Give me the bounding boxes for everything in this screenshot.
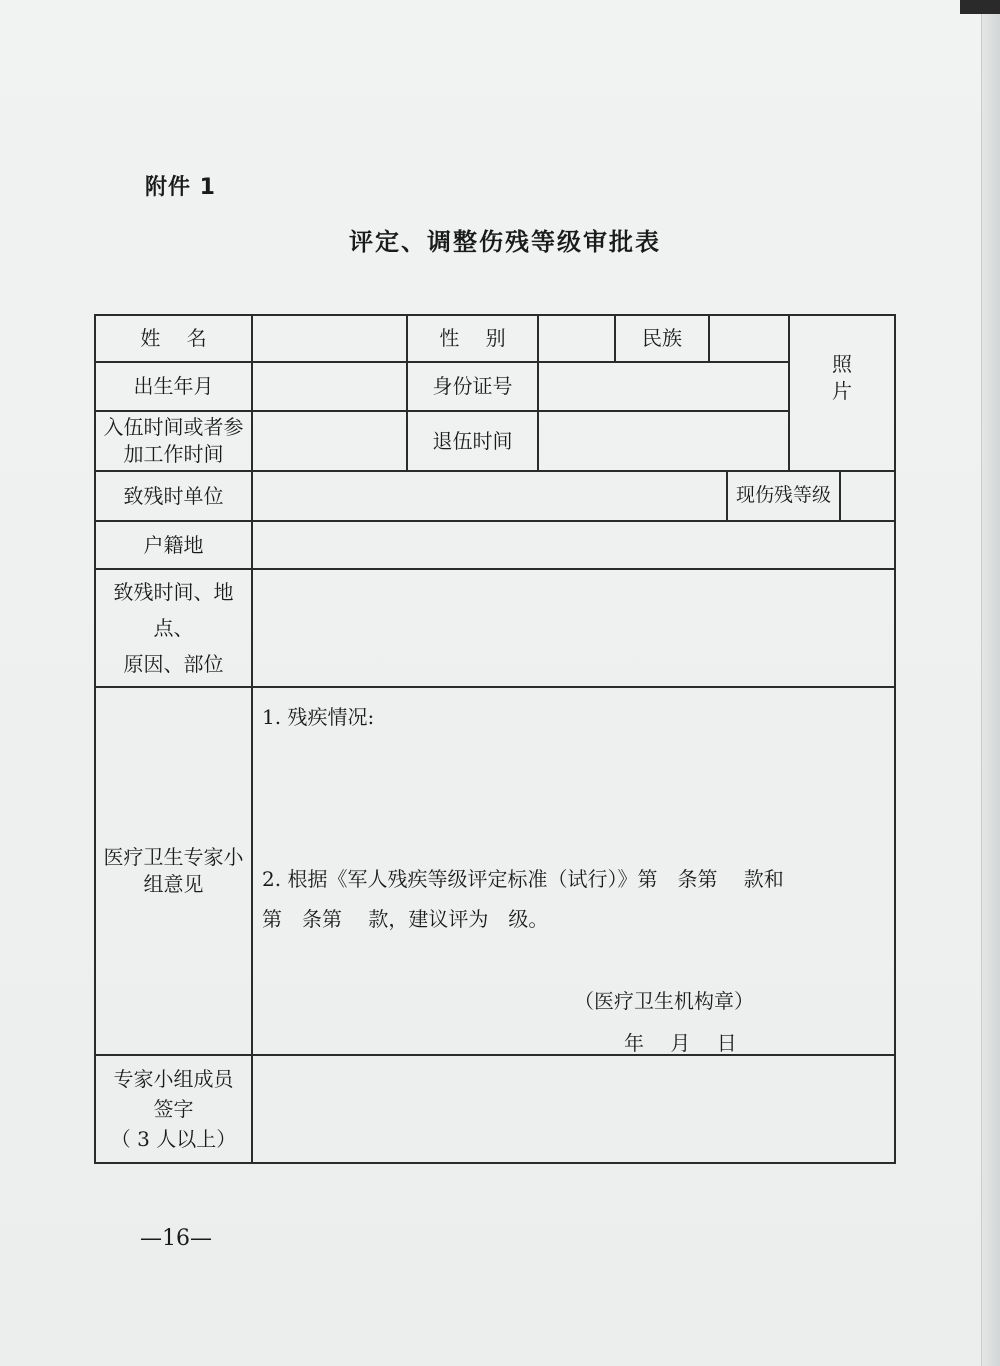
standard-clause-line1: 2. 根据《军人残疾等级评定标准（试行）》第 条第 款和 <box>262 867 784 891</box>
medical-opinion-label-line2: 组意见 <box>143 872 204 896</box>
opinion-date: 年 月 日 <box>624 1031 737 1055</box>
page-number: —16— <box>140 1226 212 1251</box>
standard-clause-line2: 第 条第 款，建议评为 级。 <box>262 907 549 931</box>
household-label: 户籍地 <box>143 532 204 557</box>
approval-form-table <box>94 314 896 1164</box>
signature-label-line1: 专家小组成员 <box>113 1067 234 1091</box>
disability-level-field[interactable] <box>841 472 894 520</box>
discharge-time-label: 退伍时间 <box>432 428 513 453</box>
disability-status-item: 1. 残疾情况: <box>262 705 375 729</box>
circumstances-label-line1: 致残时间、地点、 <box>113 580 234 640</box>
unit-label: 致残时单位 <box>123 483 224 508</box>
birth-date-label: 出生年月 <box>133 374 214 398</box>
gender-field[interactable] <box>539 316 614 361</box>
scan-corner <box>960 0 1000 14</box>
enlist-label-line2: 加工作时间 <box>123 442 224 466</box>
enlist-label-line1: 入伍时间或者参 <box>103 415 244 439</box>
photo-label-1: 照 <box>832 352 852 376</box>
signature-label-line3: （ 3 人以上） <box>110 1127 237 1151</box>
signature-label <box>96 1056 251 1162</box>
enlist-time-field[interactable] <box>253 412 406 470</box>
discharge-time-field[interactable] <box>539 412 788 470</box>
photo-label-2: 片 <box>832 379 852 403</box>
disability-level-label: 现伤残等级 <box>735 484 831 507</box>
id-number-field[interactable] <box>539 363 788 410</box>
name-field[interactable] <box>253 316 406 361</box>
enlist-time-label <box>96 412 251 470</box>
page-edge <box>981 0 1000 1366</box>
institution-seal: （医疗卫生机构章） <box>574 989 754 1013</box>
medical-opinion-label-line1: 医疗卫生专家小 <box>103 845 244 869</box>
medical-opinion-label <box>96 688 251 1054</box>
form-title: 评定、调整伤残等级审批表 <box>349 228 661 256</box>
ethnicity-field[interactable] <box>710 316 788 361</box>
household-field[interactable] <box>253 522 894 568</box>
name-label: 姓 名 <box>140 326 207 350</box>
signature-field[interactable] <box>253 1056 894 1162</box>
signature-label-line2: 签字 <box>153 1097 194 1121</box>
gender-label: 性 别 <box>439 326 506 350</box>
id-number-label: 身份证号 <box>432 374 513 398</box>
photo-box[interactable] <box>790 316 894 470</box>
birth-date-field[interactable] <box>253 363 406 410</box>
attachment-label: 附件 1 <box>145 175 216 200</box>
circumstances-label-line2: 原因、部位 <box>123 652 224 676</box>
ethnicity-label: 民族 <box>642 326 682 350</box>
circumstances-field[interactable] <box>253 570 894 686</box>
unit-field[interactable] <box>253 472 726 520</box>
circumstances-label <box>96 570 251 686</box>
